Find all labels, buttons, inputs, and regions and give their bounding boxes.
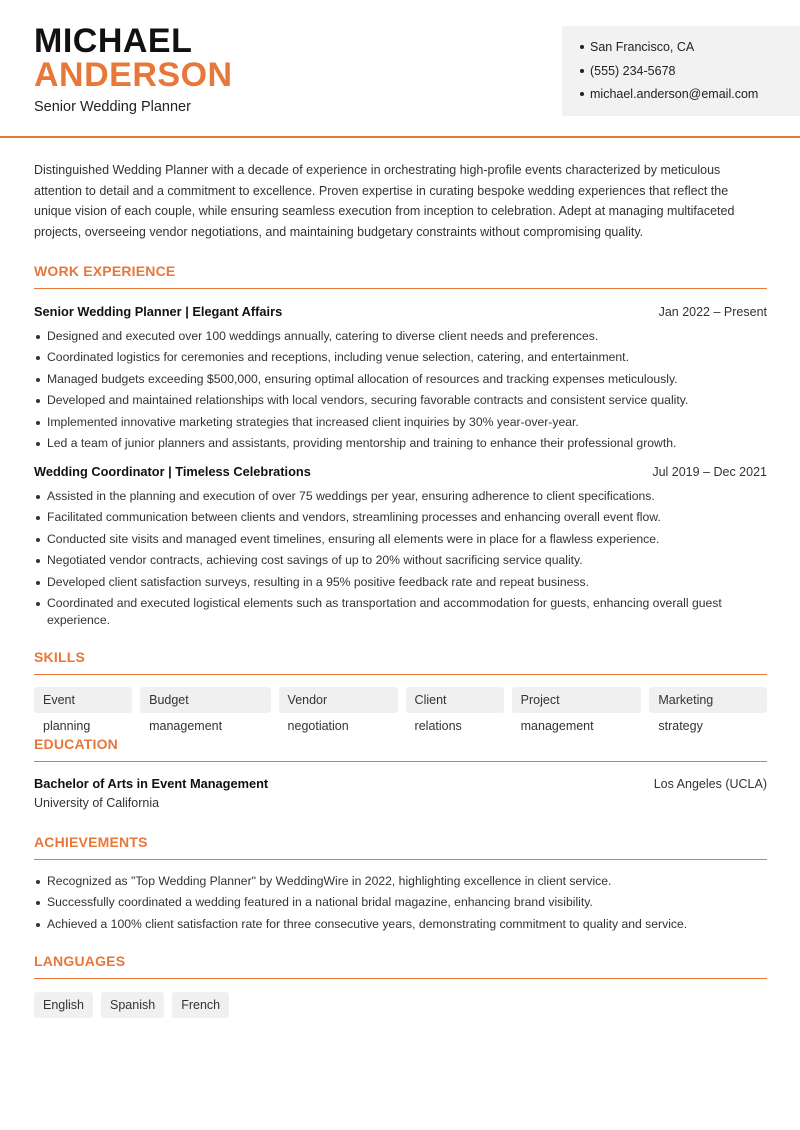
skill-chip: Event planning (34, 687, 132, 713)
job-role: Wedding Coordinator | Timeless Celebrations (34, 463, 311, 479)
skill-chip: Vendor negotiation (279, 687, 398, 713)
first-name: MICHAEL (34, 22, 193, 60)
languages-section (34, 953, 767, 1018)
language-chip: French (172, 992, 229, 1018)
job-dates: Jul 2019 – Dec 2021 (652, 464, 767, 479)
list-item: Recognized as "Top Wedding Planner" by WeddingWire in 2022, highlighting excellence in client service. (34, 873, 767, 890)
list-item: Facilitated communication between clients and vendors, streamlining processes and enhancing overall event flow. (34, 509, 767, 526)
language-chip: English (34, 992, 93, 1018)
language-chips (34, 992, 767, 1018)
job-entry (34, 304, 767, 452)
contact-email: michael.anderson@email.com (580, 86, 758, 110)
contact-list (580, 39, 758, 110)
section-title-languages: LANGUAGES (34, 953, 767, 979)
list-item: Managed budgets exceeding $500,000, ensuring optimal allocation of resources and tracking expenses meticulously. (34, 371, 767, 388)
list-item: Coordinated logistics for ceremonies and receptions, including venue selection, catering, and entertainment. (34, 349, 767, 366)
list-item: Negotiated vendor contracts, achieving cost savings of up to 20% without sacrificing service quality. (34, 552, 767, 569)
skills-chips (34, 687, 767, 733)
education-header (34, 776, 767, 791)
resume-content (34, 160, 767, 1018)
education-section (34, 736, 767, 810)
contact-location: San Francisco, CA (580, 39, 758, 63)
list-item: Conducted site visits and managed event timelines, ensuring all elements were in place for a flawless experience. (34, 531, 767, 548)
contact-phone: (555) 234-5678 (580, 63, 758, 87)
achievements-list (34, 873, 767, 933)
section-title-achievements: ACHIEVEMENTS (34, 834, 767, 860)
list-item: Successfully coordinated a wedding featured in a national bridal magazine, enhancing brand visibility. (34, 894, 767, 911)
list-item: Developed client satisfaction surveys, resulting in a 95% positive feedback rate and repeat business. (34, 574, 767, 591)
job-title: Senior Wedding Planner (34, 99, 191, 115)
skill-chip: Budget management (140, 687, 270, 713)
job-header (34, 304, 767, 319)
education-degree: Bachelor of Arts in Event Management (34, 775, 269, 791)
section-title-work-experience: WORK EXPERIENCE (34, 263, 767, 289)
education-entry (34, 776, 767, 810)
education-school: University of California (34, 795, 160, 810)
section-title-skills: SKILLS (34, 649, 767, 675)
section-title-education: EDUCATION (34, 736, 767, 762)
job-dates: Jan 2022 – Present (658, 305, 767, 319)
summary-text: Distinguished Wedding Planner with a decade of experience in orchestrating high-profile events characterized by meticulous attention to detail and a commitment to excellence. Proven expertise in curating bespoke wedding experiences that reflect the unique vision of each couple, while ensuring seamless execution from inception to celebration. Adept at managing multifaceted projects, overseeing vendor negotiations, and maintaining budgetary constraints without compromising quality. (34, 163, 735, 239)
education-location: Los Angeles (UCLA) (653, 776, 767, 791)
job-bullets (34, 328, 767, 452)
resume-header (0, 0, 800, 138)
skill-chip: Project management (512, 687, 642, 713)
contact-box (562, 26, 800, 116)
achievements-section (34, 834, 767, 933)
list-item: Assisted in the planning and execution of over 75 weddings per year, ensuring adherence to client specifications. (34, 488, 767, 505)
list-item: Developed and maintained relationships with local vendors, securing favorable contracts and consistent service quality. (34, 392, 767, 409)
job-header (34, 464, 767, 479)
last-name: ANDERSON (34, 56, 233, 94)
skill-chip: Client relations (406, 687, 504, 713)
list-item: Achieved a 100% client satisfaction rate for three consecutive years, demonstrating commitment to quality and service. (34, 916, 767, 933)
skills-section (34, 648, 767, 733)
list-item: Led a team of junior planners and assistants, providing mentorship and training to enhance their professional growth. (34, 435, 767, 452)
job-role: Senior Wedding Planner | Elegant Affairs (34, 304, 283, 319)
work-experience-section (34, 263, 767, 629)
list-item: Implemented innovative marketing strategies that increased client inquiries by 30% year-over-year. (34, 414, 767, 431)
skill-chip: Marketing strategy (649, 687, 767, 713)
language-chip: Spanish (101, 992, 164, 1018)
job-entry (34, 464, 767, 629)
list-item: Coordinated and executed logistical elements such as transportation and accommodation for guests, enhancing overall guest experience. (34, 595, 767, 629)
list-item: Designed and executed over 100 weddings annually, catering to diverse client needs and preferences. (34, 328, 767, 345)
job-bullets (34, 488, 767, 629)
